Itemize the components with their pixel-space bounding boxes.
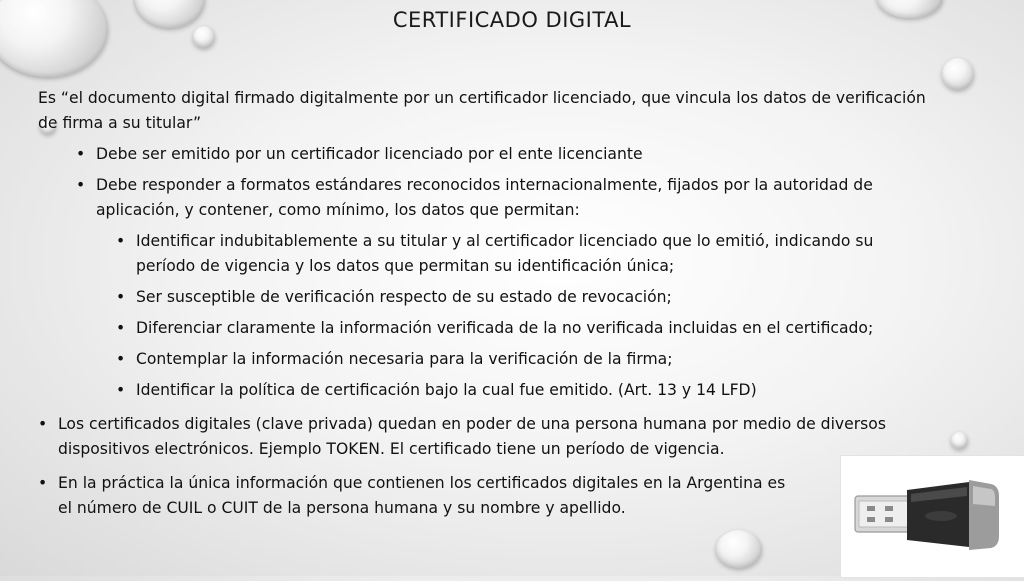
slide-title: CERTIFICADO DIGITAL — [392, 8, 632, 32]
list-item-text: Identificar indubitablemente a su titular y al certificador licenciado que lo emitió, indicando su período de vigencia y los datos que permitan su identificación única; — [136, 232, 874, 275]
water-drop-decoration — [942, 58, 974, 90]
list-item — [76, 142, 928, 167]
bullet-marker: • — [38, 474, 48, 492]
list-item — [116, 316, 928, 341]
usb-token-icon — [841, 456, 1024, 577]
bullet-marker: • — [116, 350, 126, 368]
list-item — [116, 378, 928, 403]
list-item — [116, 347, 928, 372]
bullet-marker: • — [116, 232, 126, 250]
list-item-text: Identificar la política de certificación bajo la cual fue emitido. (Art. 13 y 14 LFD) — [136, 381, 757, 399]
bullet-marker: • — [116, 319, 126, 337]
definition-paragraph: Es “el documento digital firmado digitalmente por un certificador licenciado, que vincula los datos de verificación de firma a su titular” — [38, 89, 926, 132]
bullet-marker: • — [38, 415, 48, 433]
list-item-text: Los certificados digitales (clave privada) quedan en poder de una persona humana por medio de diversos dispositivos electrónicos. Ejemplo TOKEN. El certificado tiene un período de vigencia. — [58, 415, 886, 458]
water-drop-decoration — [716, 530, 762, 568]
list-item — [38, 471, 798, 521]
list-item-text: Ser susceptible de verificación respecto de su estado de revocación; — [136, 288, 672, 306]
list-item — [38, 412, 928, 462]
list-item-text: En la práctica la única información que contienen los certificados digitales en la Argentina es el número de CUIL o CUIT de la persona humana y su nombre y apellido. — [58, 474, 786, 517]
bullet-marker: • — [116, 288, 126, 306]
list-item-text: Contemplar la información necesaria para la verificación de la firma; — [136, 350, 673, 368]
list-item — [76, 173, 928, 223]
water-drop-decoration — [951, 432, 968, 449]
list-item — [116, 285, 928, 310]
list-item-text: Debe ser emitido por un certificador licenciado por el ente licenciante — [96, 145, 643, 163]
bullet-marker: • — [76, 145, 86, 163]
list-item — [116, 229, 928, 279]
bullet-marker: • — [76, 176, 86, 194]
slide-body — [38, 86, 928, 521]
usb-token-image — [840, 455, 1024, 578]
bullet-marker: • — [116, 381, 126, 399]
list-item-text: Debe responder a formatos estándares reconocidos internacionalmente, fijados por la autoridad de aplicación, y contener, como mínimo, los datos que permitan: — [96, 176, 873, 219]
list-item-text: Diferenciar claramente la información verificada de la no verificada incluidas en el certificado; — [136, 319, 874, 337]
